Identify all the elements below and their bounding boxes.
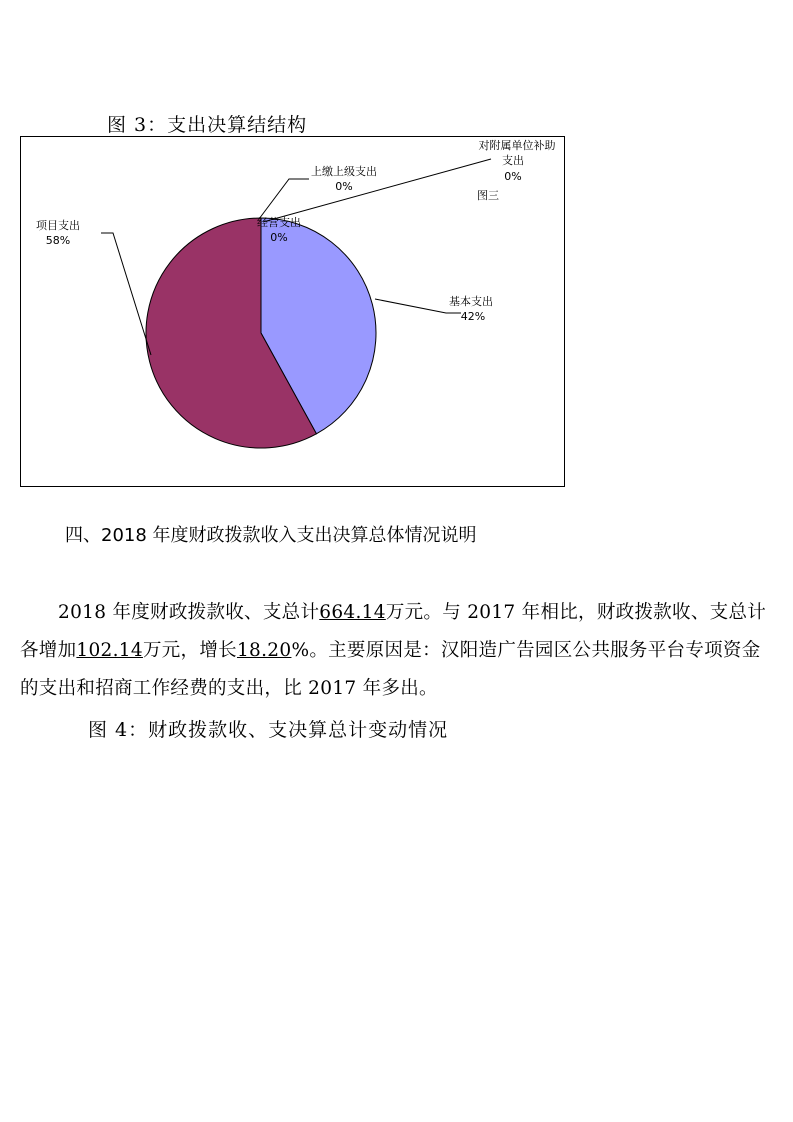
slice-label-basic-name: 基本支出	[449, 295, 493, 308]
leader-line-subsidy	[263, 159, 491, 222]
slice-label-basic-value: 42%	[460, 310, 486, 323]
growth-rate: 18.20	[236, 639, 292, 661]
figure3-caption: 图 3：支出决算结结构	[107, 114, 308, 136]
leader-line-upper	[259, 179, 309, 219]
slice-label-upper-name: 上缴上级支出	[311, 165, 377, 178]
pie-chart	[21, 137, 566, 488]
slice-label-project-value: 58%	[45, 234, 71, 247]
paragraph-part-3: 万元，增长	[142, 639, 237, 661]
slice-label-upper-value: 0%	[335, 180, 353, 193]
paragraph-part-4: %。主要原因是：汉阳造广告园区公共服务平台专项资金的支出和招商工作经费的支出，比 2017 年多出。	[20, 639, 761, 699]
slice-label-subsidy-value: 0%	[504, 170, 522, 183]
slice-label-subsidy-name-line2: 支出	[502, 154, 524, 167]
slice-label-operating-value: 0%	[270, 231, 288, 244]
total-amount: 664.14	[319, 601, 386, 623]
slice-label-project-name: 项目支出	[36, 219, 80, 232]
chart-inner-label: 图三	[477, 189, 499, 202]
slice-label-operating-name: 经营支出	[257, 216, 301, 229]
section-heading: 四、2018 年度财政拨款收入支出决算总体情况说明	[65, 525, 477, 546]
slice-label-subsidy-name-line1: 对附属单位补助	[478, 139, 556, 152]
paragraph-part-1: 2018 年度财政拨款收、支总计	[58, 601, 320, 623]
figure3-chart	[20, 136, 565, 487]
figure4-caption: 图 4：财政拨款收、支决算总计变动情况	[88, 719, 449, 741]
increase-amount: 102.14	[76, 639, 143, 661]
leader-line-project	[101, 233, 151, 355]
paragraph-part-2: 万元。与 2017 年相比，财政拨款收、支总计各增加	[20, 601, 767, 661]
section-paragraph	[20, 594, 775, 708]
